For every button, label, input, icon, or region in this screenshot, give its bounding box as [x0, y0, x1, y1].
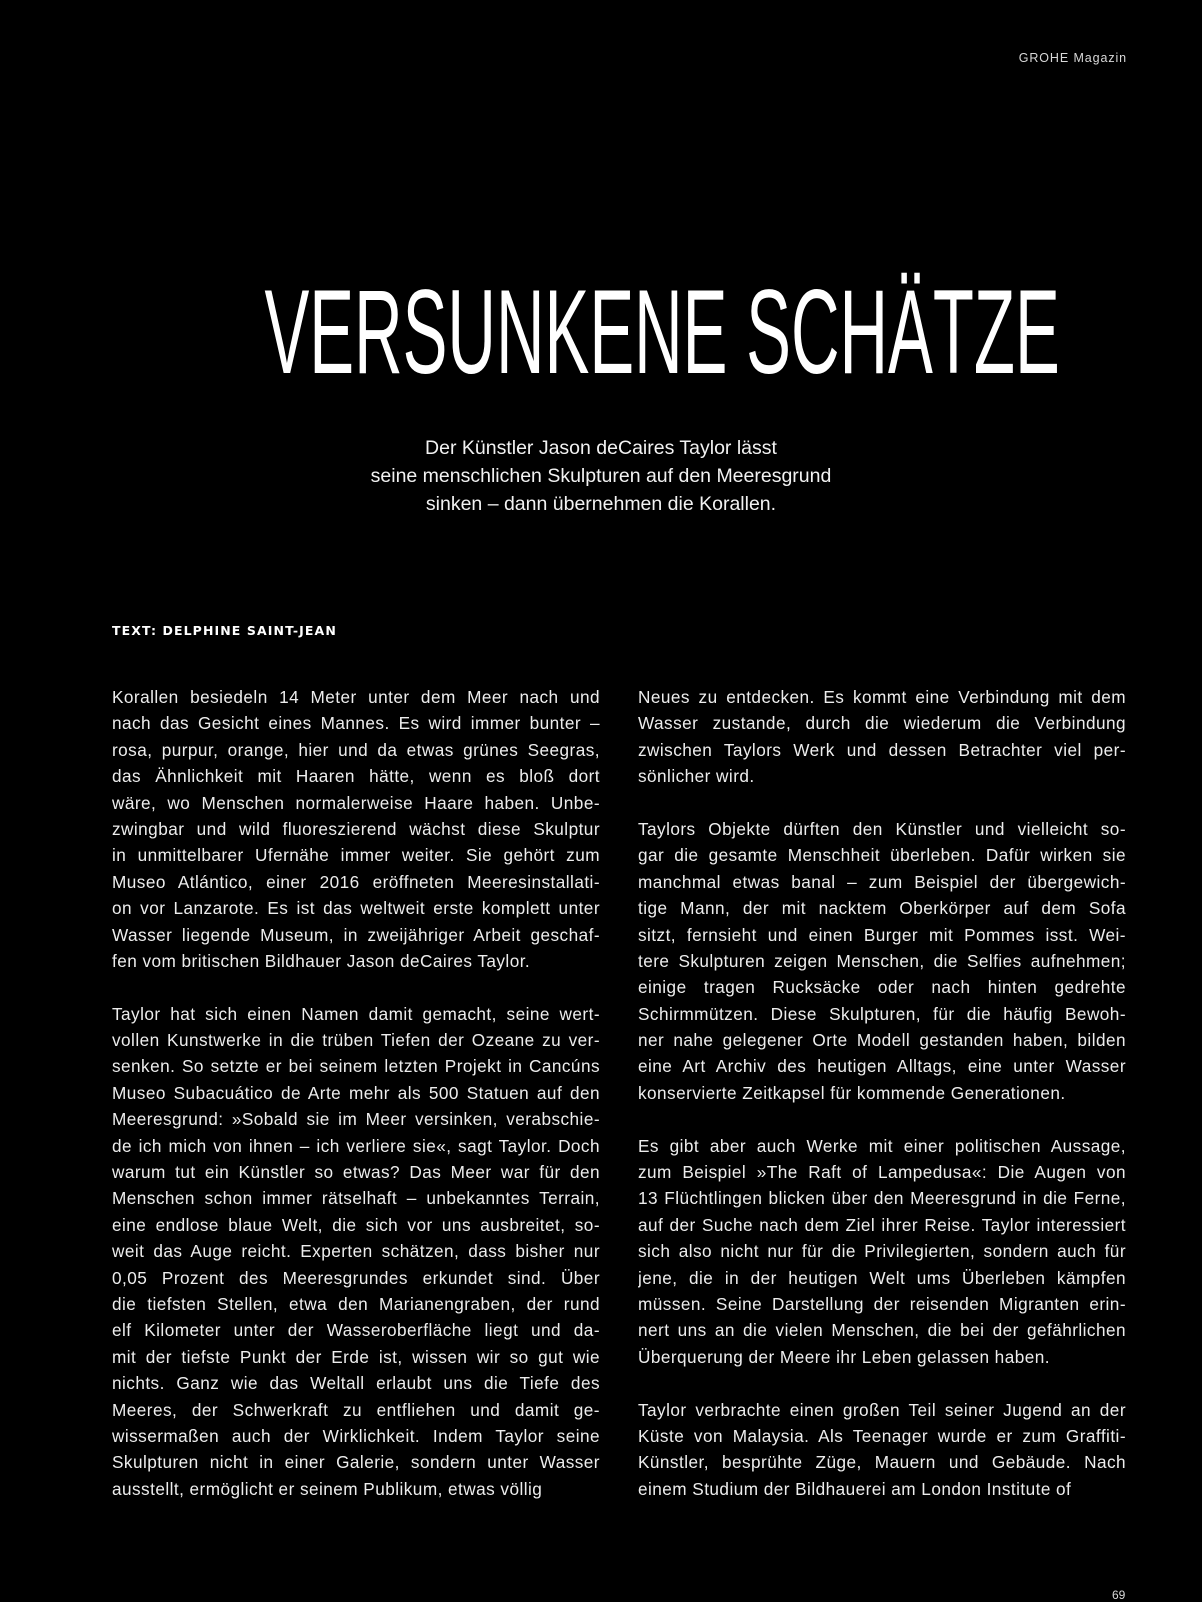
text-line: sich also nicht nur für die Privilegierten, sondern auch für	[638, 1241, 1126, 1262]
text-line: zum Beispiel »The Raft of Lampedusa«: Die Augen von	[638, 1162, 1126, 1183]
paragraph	[112, 1001, 600, 1502]
article-byline: TEXT: DELPHINE SAINT-JEAN	[112, 623, 337, 638]
article-title: VERSUNKENE SCHÄTZE	[264, 265, 1060, 399]
text-line: Wasser liegende Museum, in zweijähriger Arbeit geschaf-	[112, 924, 600, 945]
text-line: sitzt, fernsieht und einen Burger mit Pommes isst. Wei-	[638, 924, 1126, 945]
text-line: gar die gesamte Menschheit überleben. Dafür wirken sie	[638, 845, 1126, 866]
text-line: senken. So setzte er bei seinem letzten Projekt in Cancúns	[112, 1056, 600, 1077]
text-line: zwischen Taylors Werk und dessen Betrachter viel per-	[638, 739, 1126, 760]
text-line: vollen Kunstwerke in die trüben Tiefen der Ozeane zu ver-	[112, 1030, 600, 1051]
text-line: tere Skulpturen zeigen Menschen, die Selfies aufnehmen;	[638, 950, 1126, 971]
page-number: 69	[1112, 1588, 1126, 1602]
text-line: Neues zu entdecken. Es kommt eine Verbindung mit dem	[638, 687, 1126, 707]
text-line: manchmal etwas banal – zum Beispiel der übergewich-	[638, 871, 1126, 892]
text-line: ausstellt, ermöglicht er seinem Publikum, etwas völlig	[112, 1478, 543, 1499]
text-line: Künstler, besprühte Züge, Mauern und Gebäude. Nach	[638, 1452, 1126, 1473]
text-line: Korallen besiedeln 14 Meter unter dem Meer nach und	[112, 687, 600, 707]
text-column-right	[638, 684, 1126, 1529]
text-line: weit das Auge reicht. Experten schätzen, dass bisher nur	[112, 1241, 600, 1262]
text-line: nichts. Ganz wie das Weltall erlaubt uns die Tiefe des	[112, 1373, 600, 1394]
text-line: ner nahe gelegener Orte Modell gestanden haben, bilden	[638, 1030, 1126, 1051]
text-line: das Ähnlichkeit mit Haaren hätte, wenn es bloß dort	[112, 766, 600, 787]
article-subtitle	[250, 434, 952, 518]
text-line: konservierte Zeitkapsel für kommende Generationen.	[638, 1082, 1066, 1103]
text-line: rosa, purpur, orange, hier und da etwas grünes Seegras,	[112, 739, 600, 760]
text-column-left	[112, 684, 600, 1529]
text-line: 13 Flüchtlingen blicken über den Meeresgrund in die Ferne,	[638, 1188, 1126, 1209]
subtitle-line: seine menschlichen Skulpturen auf den Meeresgrund	[370, 465, 832, 487]
paragraph	[638, 684, 1126, 790]
text-line: einem Studium der Bildhauerei am London Institute of	[638, 1478, 1072, 1499]
text-line: Wasser zustande, durch die wiederum die Verbindung	[638, 713, 1126, 734]
text-line: wissermaßen auch der Wirklichkeit. Indem Taylor seine	[112, 1425, 600, 1446]
text-line: Taylor hat sich einen Namen damit gemacht, seine wert-	[112, 1003, 600, 1024]
subtitle-line: sinken – dann übernehmen die Korallen.	[425, 493, 777, 515]
text-line: auf der Suche nach dem Ziel ihrer Reise. Taylor interessiert	[638, 1214, 1126, 1235]
magazine-label: GROHE Magazin	[1018, 51, 1127, 65]
text-line: on vor Lanzarote. Es ist das weltweit erste komplett unter	[112, 898, 600, 919]
text-line: Meeres, der Schwerkraft zu entfliehen und damit ge-	[112, 1399, 600, 1420]
text-line: Skulpturen nicht in einer Galerie, sondern unter Wasser	[112, 1452, 600, 1473]
text-line: Museo Atlántico, einer 2016 eröffneten Meeresinstallati-	[112, 871, 600, 892]
text-line: wäre, wo Menschen normalerweise Haare haben. Unbe-	[112, 792, 600, 813]
text-line: eine Art Archiv des heutigen Alltags, eine unter Wasser	[638, 1056, 1126, 1077]
paragraph	[638, 1397, 1126, 1503]
text-line: Küste von Malaysia. Als Teenager wurde er zum Graffiti-	[638, 1425, 1126, 1446]
text-line: die tiefsten Stellen, etwa den Marianengraben, der rund	[112, 1293, 600, 1314]
text-line: in unmittelbarer Ufernähe immer weiter. Sie gehört zum	[112, 845, 600, 866]
text-line: zwingbar und wild fluoreszierend wächst diese Skulptur	[112, 818, 600, 839]
text-line: nach das Gesicht eines Mannes. Es wird immer bunter –	[112, 713, 600, 734]
text-line: Überquerung der Meere ihr Leben gelassen haben.	[638, 1346, 1050, 1367]
paragraph	[112, 684, 600, 974]
text-line: Meeresgrund: »Sobald sie im Meer versinken, verabschie-	[112, 1109, 600, 1130]
text-line: Museo Subacuático de Arte mehr als 500 Statuen auf den	[112, 1082, 600, 1103]
text-line: Schirmmützen. Diese Skulpturen, für die häufig Bewoh-	[638, 1003, 1126, 1024]
text-line: müssen. Seine Darstellung der reisenden Migranten erin-	[638, 1293, 1126, 1314]
paragraph	[638, 1133, 1126, 1371]
text-line: tige Mann, der mit nacktem Oberkörper auf dem Sofa	[638, 898, 1126, 919]
text-line: 0,05 Prozent des Meeresgrundes erkundet sind. Über	[112, 1267, 600, 1288]
paragraph	[638, 816, 1126, 1106]
text-line: jene, die in der heutigen Welt ums Überleben kämpfen	[638, 1267, 1126, 1288]
text-line: fen vom britischen Bildhauer Jason deCaires Taylor.	[112, 950, 531, 971]
text-line: einige tragen Rucksäcke oder nach hinten gedrehte	[638, 977, 1126, 998]
text-line: sönlicher wird.	[638, 766, 755, 787]
text-line: mit der tiefste Punkt der Erde ist, wissen wir so gut wie	[112, 1346, 600, 1367]
text-line: Taylor verbrachte einen großen Teil seiner Jugend an der	[638, 1399, 1126, 1420]
text-line: eine endlose blaue Welt, die sich vor uns ausbreitet, so-	[112, 1214, 600, 1235]
subtitle-line: Der Künstler Jason deCaires Taylor lässt	[425, 437, 777, 459]
text-line: warum tut ein Künstler so etwas? Das Meer war für den	[112, 1162, 600, 1183]
text-line: Menschen schon immer rätselhaft – unbekanntes Terrain,	[112, 1188, 600, 1209]
text-line: elf Kilometer unter der Wasseroberfläche liegt und da-	[112, 1320, 600, 1341]
text-line: Es gibt aber auch Werke mit einer politischen Aussage,	[638, 1135, 1126, 1156]
text-line: Taylors Objekte dürften den Künstler und vielleicht so-	[638, 818, 1126, 839]
text-line: de ich mich von ihnen – ich verliere sie«, sagt Taylor. Doch	[112, 1135, 600, 1156]
text-line: nert uns an die vielen Menschen, die bei der gefährlichen	[638, 1320, 1126, 1341]
